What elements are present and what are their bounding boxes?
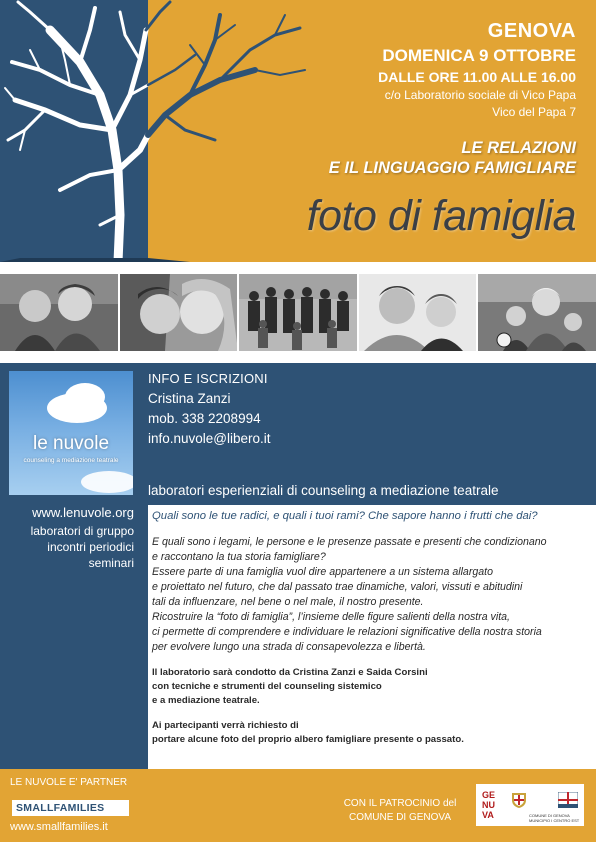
text-line: tali da influenzare, nel bene o nel male, il nostro presente.: [152, 596, 424, 608]
contact-phone[interactable]: mob. 338 2208994: [148, 411, 261, 426]
partner-label: LE NUVOLE E' PARTNER: [10, 777, 128, 788]
city-crest-icon: [510, 789, 528, 809]
cloud-shape: [81, 471, 133, 493]
event-info: [378, 20, 576, 119]
smallfamilies-logo: SMALLFAMILIES: [12, 800, 129, 816]
photo-strip: [0, 274, 596, 351]
text-line: con tecniche e strumenti del counseling sistemico: [152, 681, 382, 692]
event-place: c/o Laboratorio sociale di Vico Papa: [384, 88, 576, 102]
sidebar: [0, 505, 148, 769]
band-caption: laboratori esperienziali di counseling a mediazione teatrale: [148, 483, 499, 498]
intro-question: Quali sono le tue radici, e quali i tuoi rami? Che sapore hanno i frutti che dai?: [152, 510, 538, 522]
family-portrait-photo: [239, 274, 357, 351]
partner-website-link[interactable]: www.smallfamilies.it: [10, 821, 108, 833]
footer: [0, 769, 596, 842]
city: GENOVA: [487, 20, 576, 42]
cloud-shape: [65, 383, 105, 411]
sidebar-items: [31, 523, 134, 571]
sidebar-item: incontri periodici: [47, 540, 134, 554]
sidebar-item: laboratori di gruppo: [30, 524, 134, 538]
text-line: Ai partecipanti verrà richiesto di: [152, 720, 299, 731]
mother-child-photo: [120, 274, 238, 351]
main-content: [152, 509, 588, 765]
sidebar-item: seminari: [88, 556, 134, 570]
subtitle-line-2: E IL LINGUAGGIO FAMIGLIARE: [328, 159, 576, 177]
contact-info: [148, 369, 271, 449]
text-line: Ricostruire la “foto di famiglia”, l’insieme delle figure salienti della nostra vita,: [152, 611, 510, 623]
event-street: Vico del Papa 7: [492, 105, 576, 119]
contact-name: Cristina Zanzi: [148, 391, 231, 406]
event-date: DOMENICA 9 OTTOBRE: [382, 46, 576, 65]
conductors-note: [152, 666, 588, 708]
text-line: portare alcune foto del proprio albero famigliare presente o passato.: [152, 734, 464, 745]
text-line: Essere parte di una famiglia vuol dire appartenere a un sistema allargato: [152, 566, 493, 578]
text-line: Il laboratorio sarà condotto da Cristina Zanzi e Saida Corsini: [152, 667, 428, 678]
text-line: e proiettato nel futuro, che dal passato trae dinamiche, valori, vissuti e abitudini: [152, 581, 523, 593]
children-photo: [0, 274, 118, 351]
event-subtitle: [329, 138, 576, 178]
patronage-line-1: CON IL PATROCINIO del: [343, 798, 457, 809]
participants-note: [152, 719, 588, 747]
grandparents-photo: [478, 274, 596, 351]
father-son-photo: [359, 274, 477, 351]
event-hours: DALLE ORE 11.00 ALLE 16.00: [378, 69, 576, 85]
header: [0, 0, 596, 262]
flag-icon: [558, 792, 578, 808]
patronage-text: [330, 797, 470, 825]
logo-tagline: counseling a mediazione teatrale: [23, 457, 119, 464]
municipio-label: COMUNE DI GENOVA MUNICIPIO I CENTRO EST: [529, 813, 580, 823]
logo-name: le nuvole: [32, 433, 110, 454]
le-nuvole-logo: [9, 371, 133, 495]
text-line: e a mediazione teatrale.: [152, 695, 260, 706]
text-line: per evolvere lungo una strada di consapevolezza e libertà.: [152, 641, 426, 653]
genova-logo: GE NU VA: [482, 790, 496, 820]
description-paragraph: [152, 535, 588, 655]
text-line: E quali sono i legami, le persone e le presenze passate e presenti che condizionano: [152, 536, 547, 548]
subtitle-line-1: LE RELAZIONI: [461, 139, 576, 157]
contact-email[interactable]: info.nuvole@libero.it: [148, 431, 271, 446]
text-line: ci permette di comprendere e individuare le relazioni significative della nostra storia: [152, 626, 542, 638]
sponsor-logos: [476, 784, 584, 826]
page-title: foto di famiglia: [306, 192, 576, 240]
strip-border-top: [0, 262, 596, 274]
patronage-line-2: COMUNE DI GENOVA: [348, 812, 452, 823]
text-line: e raccontano la tua storia famigliare?: [152, 551, 326, 563]
contact-title: INFO E ISCRIZIONI: [148, 371, 268, 386]
website-link[interactable]: www.lenuvole.org: [32, 505, 134, 520]
strip-border-bottom: [0, 351, 596, 363]
